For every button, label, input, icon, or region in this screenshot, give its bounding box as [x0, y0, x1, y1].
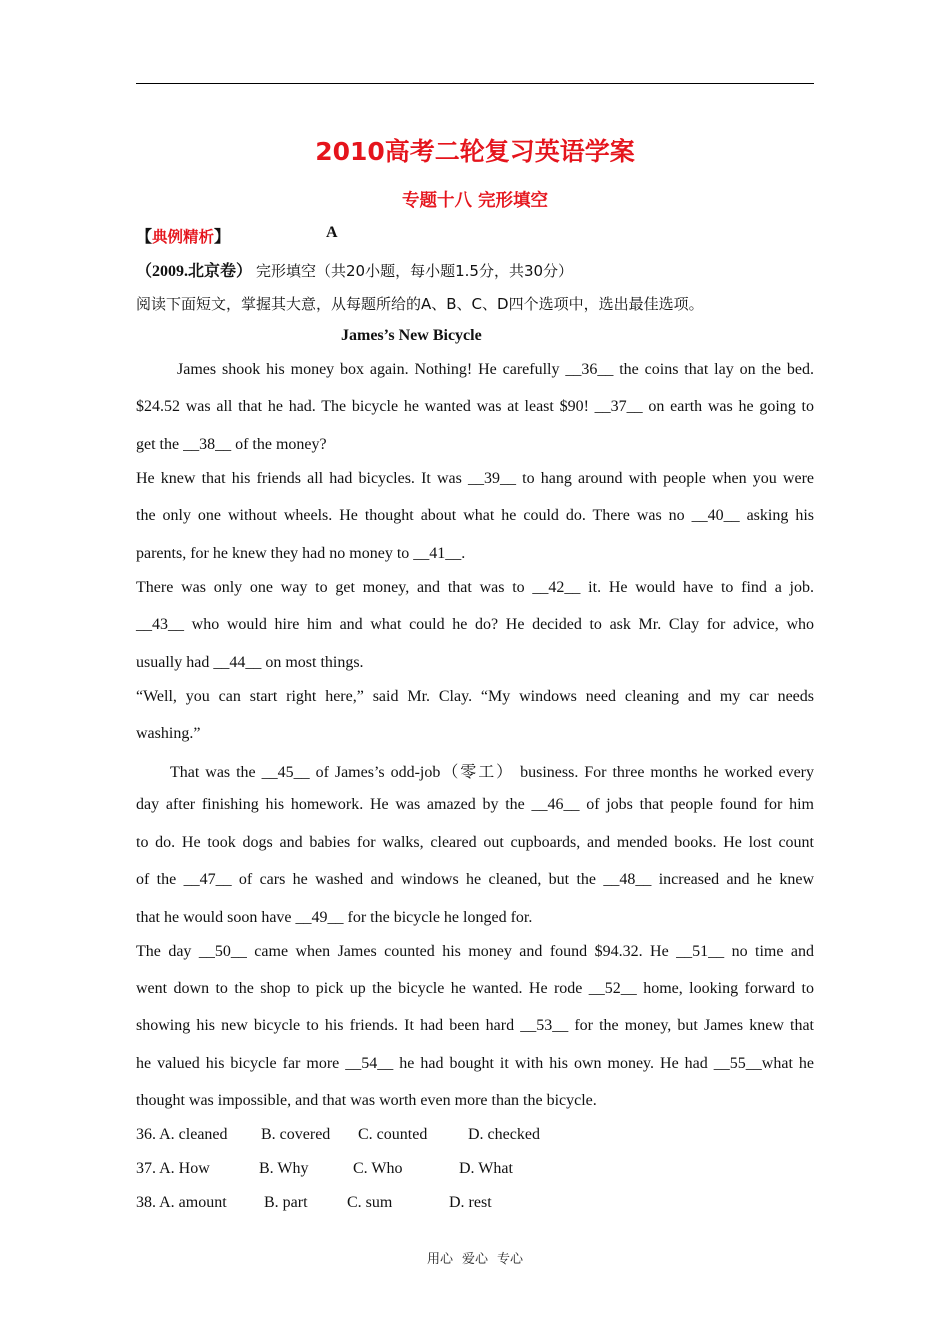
passage-line: he valued his bicycle far more __54__ he had bought it with his own money. He had __55__what he: [136, 1055, 814, 1072]
passage-line: That was the __45__ of James’s odd-job（零工） business. For three months he worked every: [170, 764, 814, 781]
source-line: [136, 258, 814, 281]
section-part: A: [326, 224, 338, 241]
passage-line: thought was impossible, and that was worth even more than the bicycle.: [136, 1092, 597, 1109]
passage-line: showing his new bicycle to his friends. It had been hard __53__ for the money, but James knew that: [136, 1017, 814, 1034]
passage-line: The day __50__ came when James counted his money and found $94.32. He __51__ no time and: [136, 943, 814, 960]
page-footer: [0, 1248, 950, 1267]
option-c: C. counted: [358, 1126, 428, 1143]
footer-text: 用心: [426, 1252, 453, 1267]
option-d: D. checked: [468, 1126, 540, 1143]
section-heading: [136, 224, 814, 247]
passage-line: the only one without wheels. He thought about what he could do. There was no __40__ asking his: [136, 507, 814, 524]
section-label-open: 【: [136, 229, 153, 246]
option-d: D. rest: [449, 1194, 492, 1211]
passage-line: “Well, you can start right here,” said Mr. Clay. “My windows need cleaning and my car needs: [136, 688, 814, 705]
passage-title: James’s New Bicycle: [341, 327, 482, 344]
passage-line: $24.52 was all that he had. The bicycle he wanted was at least $90! __37__ on earth was he going to: [136, 398, 814, 415]
section-label-close: 】: [214, 229, 231, 246]
option-b: B. covered: [261, 1126, 331, 1143]
header-rule: [136, 83, 814, 84]
source-detail: 完形填空（共20小题，每小题1.5分，共30分）: [256, 262, 574, 280]
option-c: C. Who: [353, 1160, 403, 1177]
passage-line: to do. He took dogs and babies for walks, cleared out cupboards, and mended books. He lost count: [136, 834, 814, 851]
passage-line: that he would soon have __49__ for the bicycle he longed for.: [136, 909, 533, 926]
document-title: 2010高考二轮复习英语学案: [315, 137, 635, 166]
passage-line: washing.”: [136, 725, 201, 742]
option-a: 37. A. How: [136, 1160, 210, 1177]
passage-line: went down to the shop to pick up the bicycle he wanted. He rode __52__ home, looking forward to: [136, 980, 814, 997]
source-label: （2009.北京卷）: [136, 263, 253, 280]
section-label: 典例精析: [152, 228, 215, 246]
option-a: 38. A. amount: [136, 1194, 227, 1211]
document-subtitle: 专题十八 完形填空: [401, 191, 549, 211]
passage-line: There was only one way to get money, and that was to __42__ it. He would have to find a job.: [136, 579, 814, 596]
passage-line: __43__ who would hire him and what could he do? He decided to ask Mr. Clay for advice, who: [136, 616, 814, 633]
footer-text: 爱心: [461, 1252, 488, 1267]
passage-line: get the __38__ of the money?: [136, 436, 327, 453]
instruction: 阅读下面短文，掌握其大意，从每题所给的A、B、C、D四个选项中，选出最佳选项。: [136, 295, 704, 313]
option-a: 36. A. cleaned: [136, 1126, 228, 1143]
option-d: D. What: [459, 1160, 513, 1177]
passage-line: James shook his money box again. Nothing! He carefully __36__ the coins that lay on the bed.: [177, 361, 814, 378]
option-c: C. sum: [347, 1194, 393, 1211]
passage-line: He knew that his friends all had bicycles. It was __39__ to hang around with people when you were: [136, 470, 814, 487]
option-b: B. Why: [259, 1160, 309, 1177]
passage-line: parents, for he knew they had no money to __41__.: [136, 545, 466, 562]
passage-line: of the __47__ of cars he washed and windows he cleaned, but the __48__ increased and he knew: [136, 871, 814, 888]
passage-line: day after finishing his homework. He was amazed by the __46__ of jobs that people found for him: [136, 796, 814, 813]
option-b: B. part: [264, 1194, 308, 1211]
passage-line: usually had __44__ on most things.: [136, 654, 364, 671]
footer-text: 专心: [497, 1252, 524, 1267]
